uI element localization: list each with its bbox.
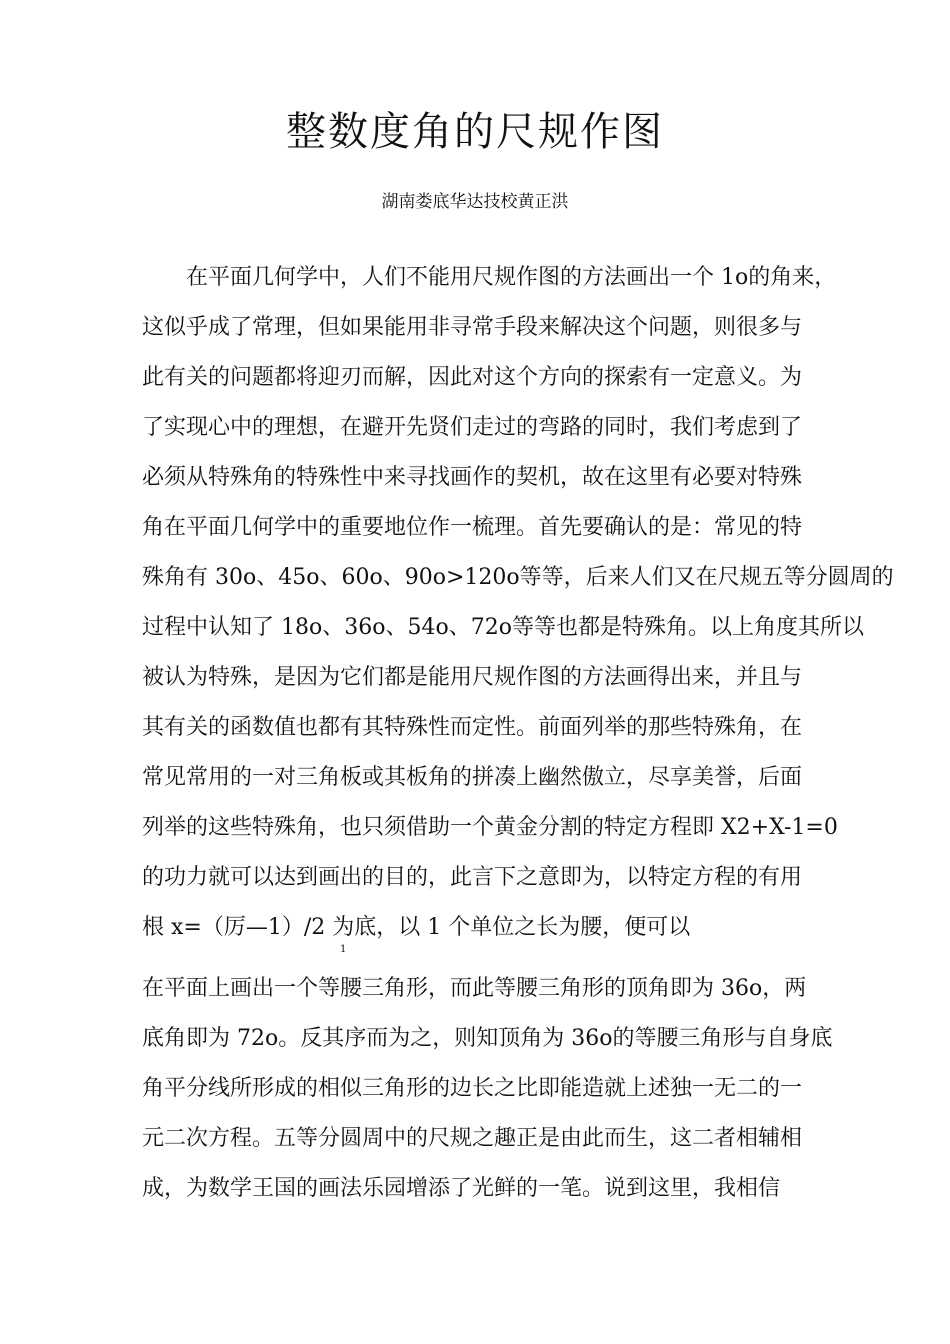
paragraph-1 xyxy=(142,253,894,953)
text-line: 了实现心中的理想，在避开先贤们走过的弯路的同时，我们考虑到了 xyxy=(142,415,803,440)
text-line: 角平分线所形成的相似三角形的边长之比即能造就上述独一无二的一 xyxy=(142,1076,803,1101)
text-line: 被认为特殊，是因为它们都是能用尺规作图的方法画得出来，并且与 xyxy=(142,665,803,690)
text-line: 的功力就可以达到画出的目的，此言下之意即为，以特定方程的有用 xyxy=(142,865,803,890)
text-line: 角在平面几何学中的重要地位作一梳理。首先要确认的是：常见的特 xyxy=(142,515,803,540)
text-line: 列举的这些特殊角，也只须借助一个黄金分割的特定方程即 X2+X-1=0 xyxy=(142,815,838,840)
text-line: 在平面几何学中，人们不能用尺规作图的方法画出一个 1o的角来， xyxy=(186,265,837,290)
footnote-mark: 1 xyxy=(340,944,347,955)
text-line: 元二次方程。五等分圆周中的尺规之趣正是由此而生，这二者相辅相 xyxy=(142,1126,803,1151)
text-line: 在平面上画出一个等腰三角形，而此等腰三角形的顶角即为 36o，两 xyxy=(142,976,807,1001)
text-line: 常见常用的一对三角板或其板角的拼凑上幽然傲立，尽享美誉，后面 xyxy=(142,765,803,790)
document-author: 湖南娄底华达技校黄正洪 xyxy=(381,192,569,212)
text-line: 这似乎成了常理，但如果能用非寻常手段来解决这个问题，则很多与 xyxy=(142,315,803,340)
text-line: 过程中认知了 18o、36o、54o、72o等等也都是特殊角。以上角度其所以 xyxy=(142,615,864,640)
paragraph-2 xyxy=(142,964,833,1214)
text-line: 底角即为 72o。反其序而为之，则知顶角为 36o的等腰三角形与自身底 xyxy=(142,1026,833,1051)
text-line: 成，为数学王国的画法乐园增添了光鲜的一笔。说到这里，我相信 xyxy=(142,1176,781,1201)
text-line: 殊角有 30o、45o、60o、90o>120o等等，后来人们又在尺规五等分圆周的 xyxy=(142,565,894,590)
document-title: 整数度角的尺规作图 xyxy=(286,109,664,155)
text-line: 根 x=（厉—1）/2 为底，以 1 个单位之长为腰，便可以 xyxy=(142,915,691,940)
text-line: 必须从特殊角的特殊性中来寻找画作的契机，故在这里有必要对特殊 xyxy=(142,465,803,490)
text-line: 其有关的函数值也都有其特殊性而定性。前面列举的那些特殊角，在 xyxy=(142,715,803,740)
text-line: 此有关的问题都将迎刃而解，因此对这个方向的探索有一定意义。为 xyxy=(142,365,803,390)
